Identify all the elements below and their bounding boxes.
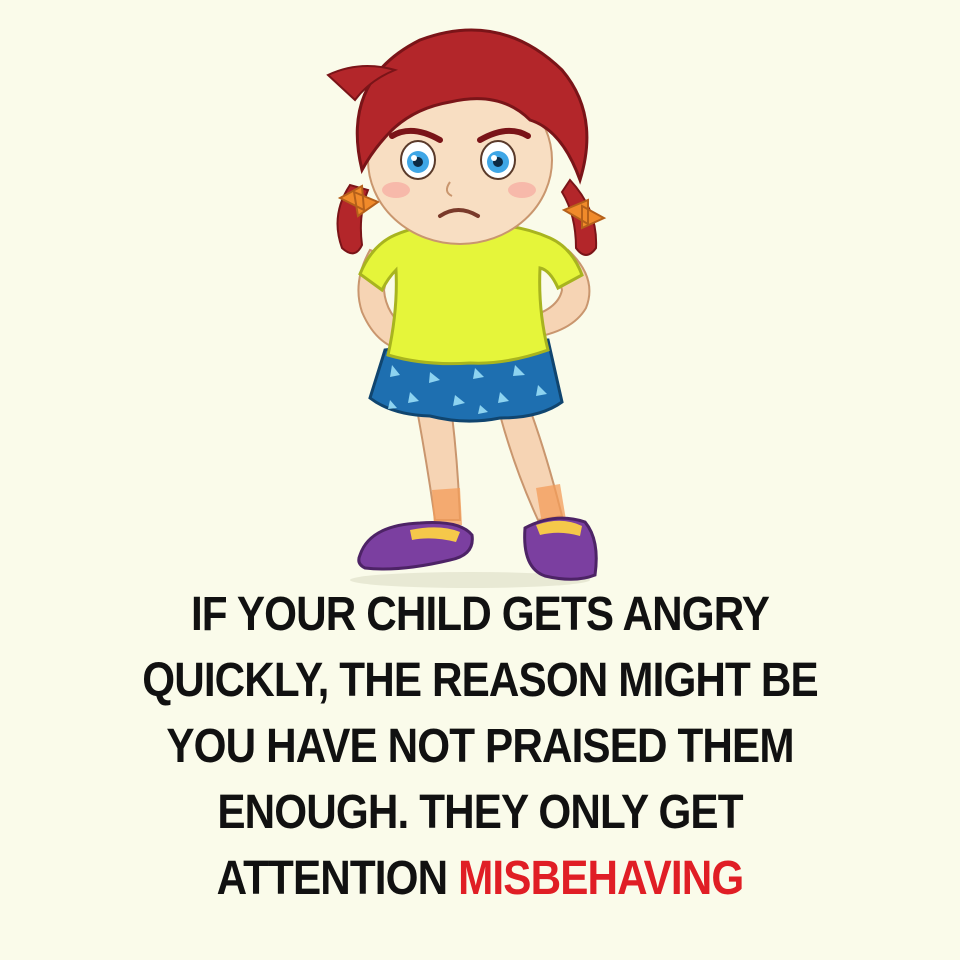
caption-line-2: QUICKLY, THE REASON MIGHT BE [142,654,818,707]
legs [418,415,566,528]
caption-line-5-prefix: ATTENTION [216,852,448,905]
angry-girl-illustration [300,20,640,590]
caption-highlight-word: MISBEHAVING [458,852,744,905]
caption-line-1: IF YOUR CHILD GETS ANGRY [190,588,770,641]
head [328,30,587,244]
caption-line-5 [58,846,903,912]
caption-line-4: ENOUGH. THEY ONLY GET [217,786,743,839]
caption-line-3: YOU HAVE NOT PRAISED THEM [166,720,794,773]
shoes [359,518,596,579]
caption [58,582,903,912]
